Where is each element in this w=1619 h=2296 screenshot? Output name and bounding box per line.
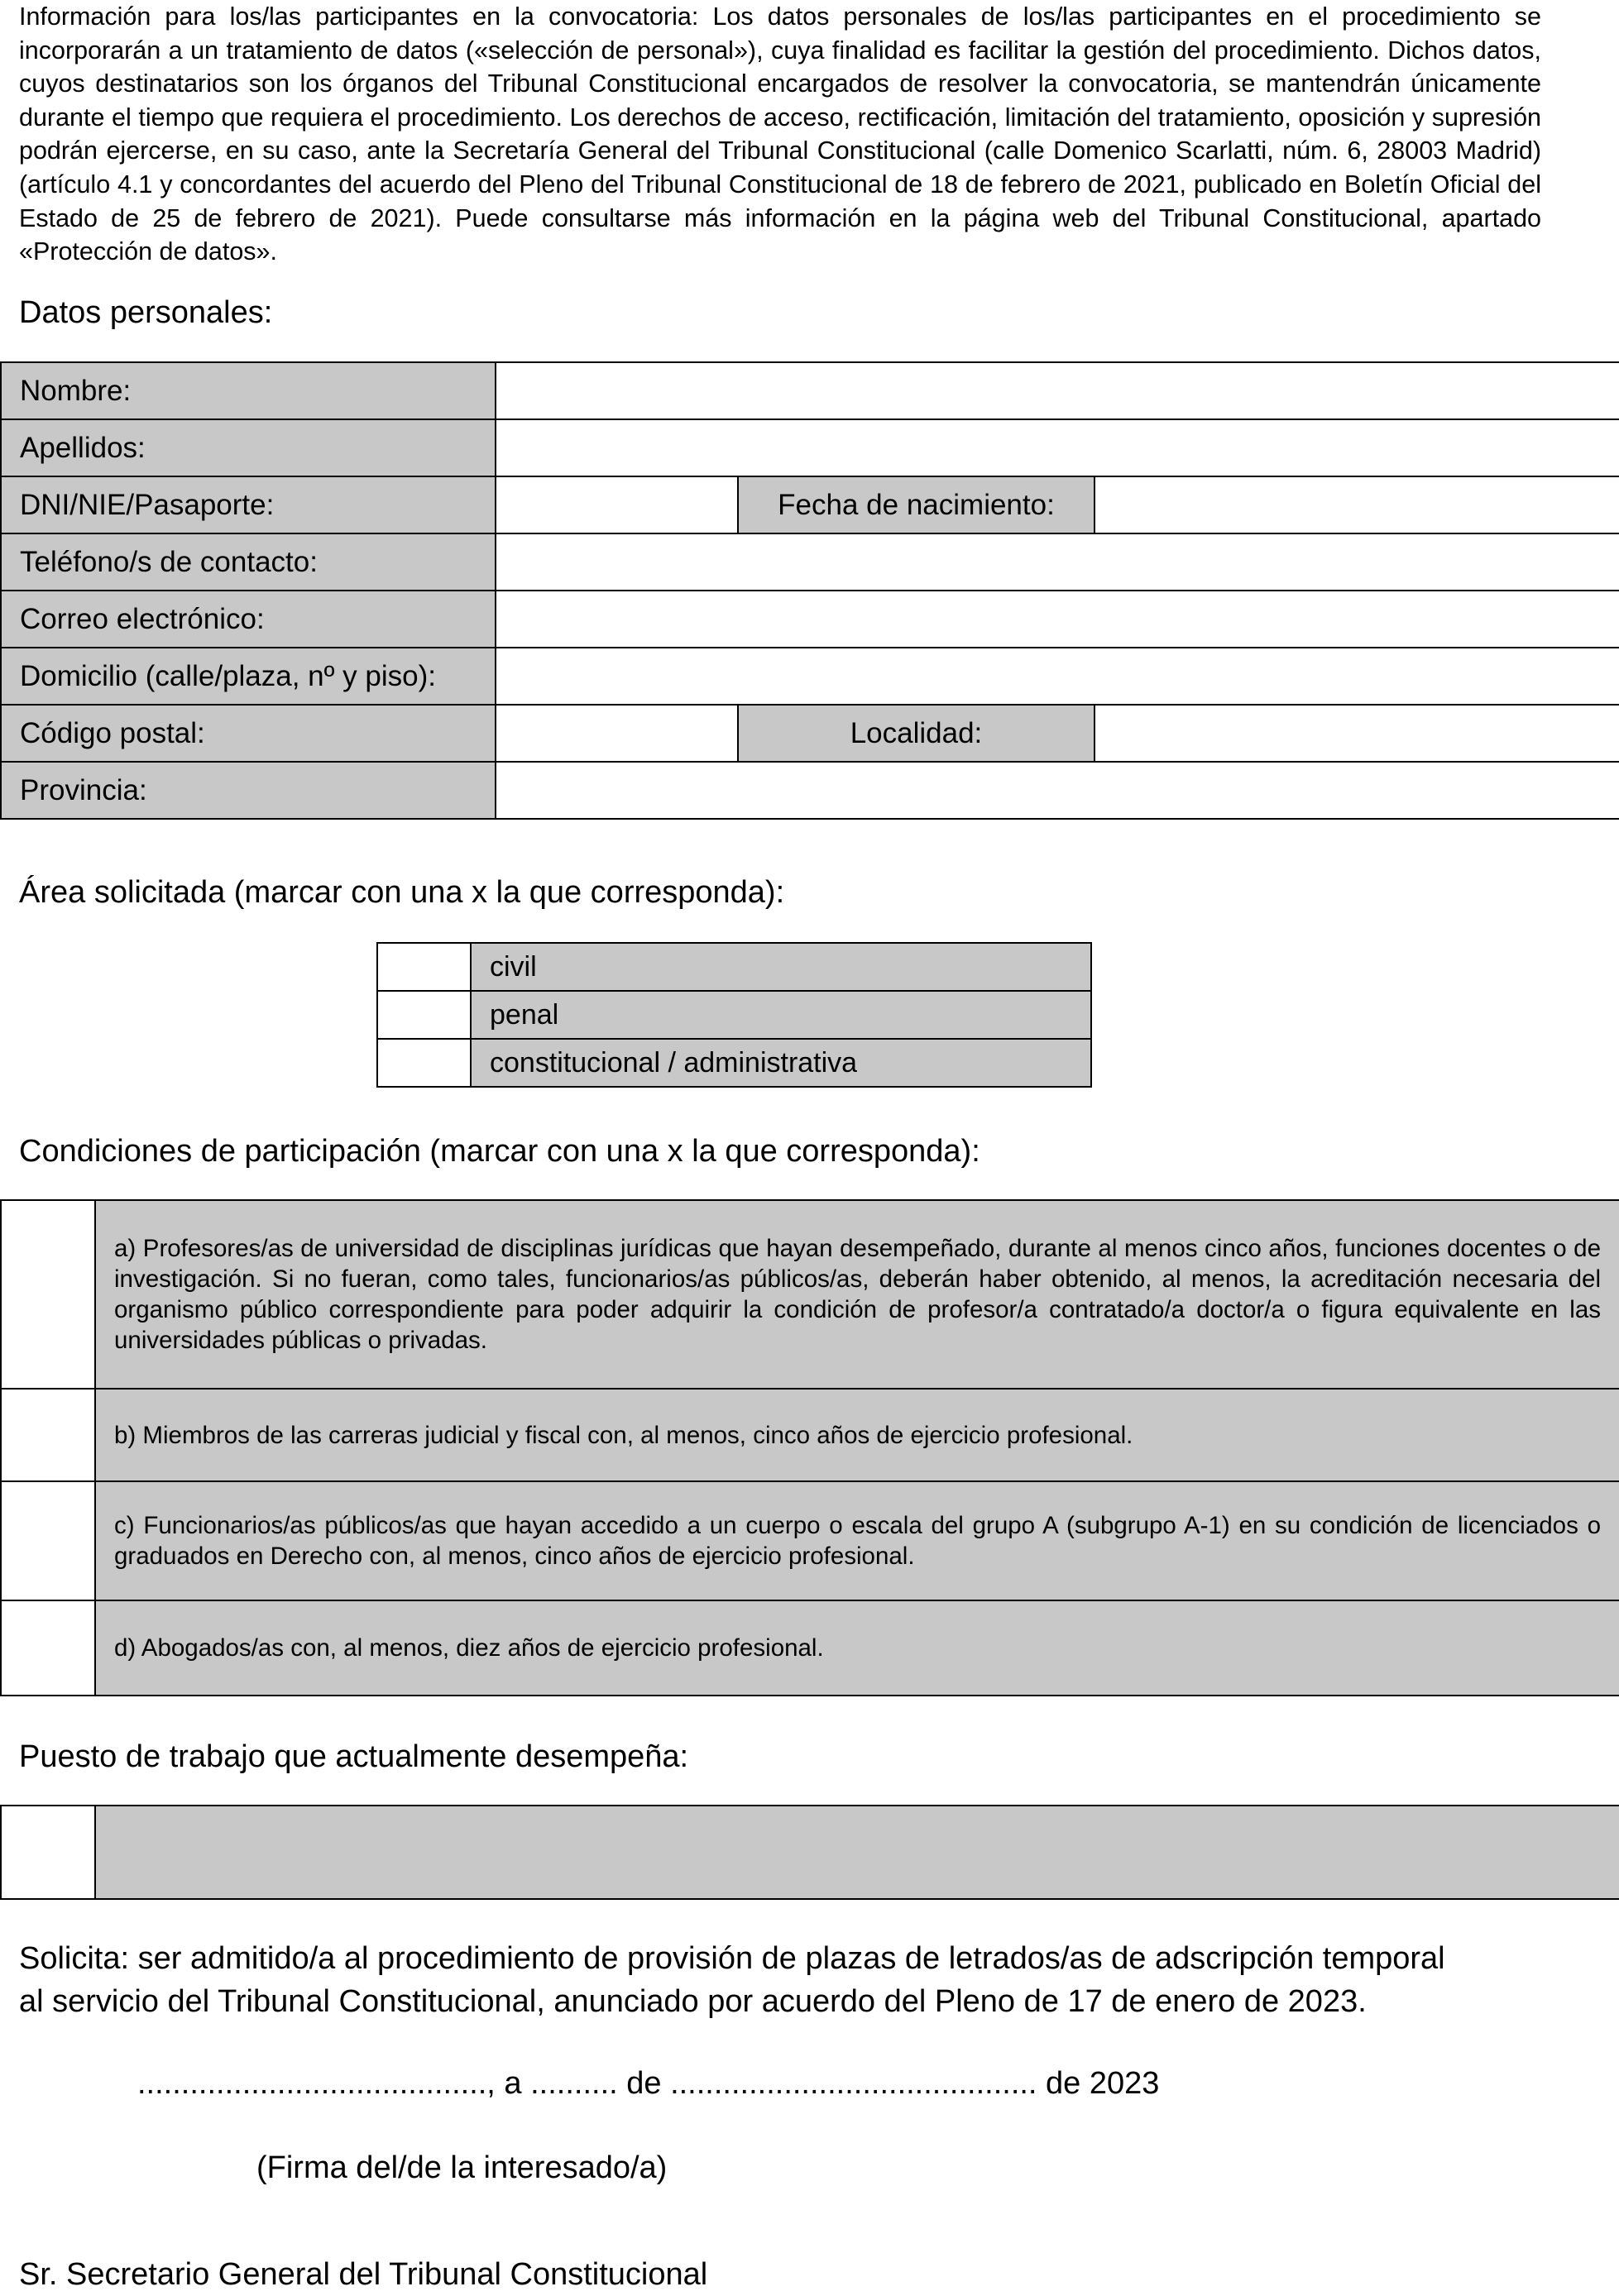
area-option-row (377, 943, 1091, 991)
conditions-heading: Condiciones de participación (marcar con una x la que corresponda): (19, 1134, 980, 1169)
condition-d-checkbox[interactable] (1, 1600, 95, 1696)
telefono-label: Teléfono/s de contacto: (1, 533, 496, 591)
puesto-field[interactable] (95, 1806, 1619, 1899)
puesto-heading: Puesto de trabajo que actualmente desempeña: (19, 1739, 689, 1774)
row-apellidos (1, 419, 1619, 476)
area-penal-checkbox[interactable] (377, 991, 471, 1039)
condition-c-text: c) Funcionarios/as públicos/as que hayan accedido a un cuerpo o escala del grupo A (subgrupo A-1) en su condición de licenciados o graduados en Derecho con, al menos, cinco años de ejercicio profesional. (95, 1481, 1619, 1600)
fecha-nacimiento-label: Fecha de nacimiento: (738, 476, 1095, 533)
row-domicilio (1, 648, 1619, 705)
conditions-table (0, 1199, 1619, 1696)
condition-a-text: a) Profesores/as de universidad de disciplinas jurídicas que hayan desempeñado, durante al menos cinco años, funciones docentes o de investigación. Si no fueran, como tales, funcionarios/as públicos/as, deberán haber obtenido, al menos, la acreditación necesaria del organismo público correspondiente para poder adquirir la condición de profesor/a contratado/a doctor/a o figura equivalente en las universidades públicas o privadas. (95, 1200, 1619, 1389)
provincia-field[interactable] (496, 762, 1619, 819)
codigo-postal-label: Código postal: (1, 705, 496, 762)
localidad-field[interactable] (1095, 705, 1619, 762)
correo-label: Correo electrónico: (1, 591, 496, 648)
area-constitucional-label: constitucional / administrativa (471, 1039, 1091, 1087)
date-line: ........................................, a .......... de .......................................... de 2023 (137, 2066, 1160, 2101)
personal-data-table (0, 361, 1619, 820)
area-penal-label: penal (471, 991, 1091, 1039)
condition-b-text: b) Miembros de las carreras judicial y fiscal con, al menos, cinco años de ejercicio profesional. (95, 1389, 1619, 1481)
solicita-line-1: Solicita: ser admitido/a al procedimiento de provisión de plazas de letrados/as de adscripción temporal (19, 1941, 1445, 1976)
telefono-field[interactable] (496, 533, 1619, 591)
condition-d-text: d) Abogados/as con, al menos, diez años de ejercicio profesional. (95, 1600, 1619, 1696)
correo-field[interactable] (496, 591, 1619, 648)
row-correo (1, 591, 1619, 648)
personal-data-heading: Datos personales: (19, 295, 273, 330)
condition-row (1, 1481, 1619, 1600)
addressee: Sr. Secretario General del Tribunal Constitucional (19, 2257, 708, 2292)
row-nombre (1, 362, 1619, 419)
data-protection-notice: Información para los/las participantes en la convocatoria: Los datos personales de los/las participantes en el procedimiento se incorporarán a un tratamiento de datos («selección de personal»), cuya finalidad es facilitar la gestión del procedimiento. Dichos datos, cuyos destinatarios son los órganos del Tribunal Constitucional encargados de resolver la convocatoria, se mantendrán únicamente durante el tiempo que requiera el procedimiento. Los derechos de acceso, rectificación, limitación del tratamiento, oposición y supresión podrán ejercerse, en su caso, ante la Secretaría General del Tribunal Constitucional (calle Domenico Scarlatti, núm. 6, 28003 Madrid) (artículo 4.1 y concordantes del acuerdo del Pleno del Tribunal Constitucional de 18 de febrero de 2021, publicado en Boletín Oficial del Estado de 25 de febrero de 2021). Puede consultarse más información en la página web del Tribunal Constitucional, apartado «Protección de datos». (19, 2, 1541, 266)
condition-b-checkbox[interactable] (1, 1389, 95, 1481)
fecha-nacimiento-field[interactable] (1095, 476, 1619, 533)
signature-caption: (Firma del/de la interesado/a) (256, 2150, 668, 2185)
dni-field[interactable] (496, 476, 738, 533)
apellidos-label: Apellidos: (1, 419, 496, 476)
row-provincia (1, 762, 1619, 819)
puesto-checkbox[interactable] (1, 1806, 95, 1899)
row-codigo-postal (1, 705, 1619, 762)
apellidos-field[interactable] (496, 419, 1619, 476)
condition-row (1, 1200, 1619, 1389)
area-option-row (377, 991, 1091, 1039)
puesto-table (0, 1805, 1619, 1900)
nombre-label: Nombre: (1, 362, 496, 419)
condition-c-checkbox[interactable] (1, 1481, 95, 1600)
provincia-label: Provincia: (1, 762, 496, 819)
domicilio-label: Domicilio (calle/plaza, nº y piso): (1, 648, 496, 705)
area-civil-label: civil (471, 943, 1091, 991)
row-telefono (1, 533, 1619, 591)
solicita-line-2: al servicio del Tribunal Constitucional, anunciado por acuerdo del Pleno de 17 de enero de 2023. (19, 1984, 1367, 2019)
localidad-label: Localidad: (738, 705, 1095, 762)
row-dni (1, 476, 1619, 533)
area-civil-checkbox[interactable] (377, 943, 471, 991)
condition-row (1, 1600, 1619, 1696)
puesto-row (1, 1806, 1619, 1899)
area-table (376, 942, 1092, 1088)
domicilio-field[interactable] (496, 648, 1619, 705)
codigo-postal-field[interactable] (496, 705, 738, 762)
dni-label: DNI/NIE/Pasaporte: (1, 476, 496, 533)
condition-a-checkbox[interactable] (1, 1200, 95, 1389)
area-heading: Área solicitada (marcar con una x la que corresponda): (19, 875, 785, 910)
area-option-row (377, 1039, 1091, 1087)
condition-row (1, 1389, 1619, 1481)
nombre-field[interactable] (496, 362, 1619, 419)
area-constitucional-checkbox[interactable] (377, 1039, 471, 1087)
